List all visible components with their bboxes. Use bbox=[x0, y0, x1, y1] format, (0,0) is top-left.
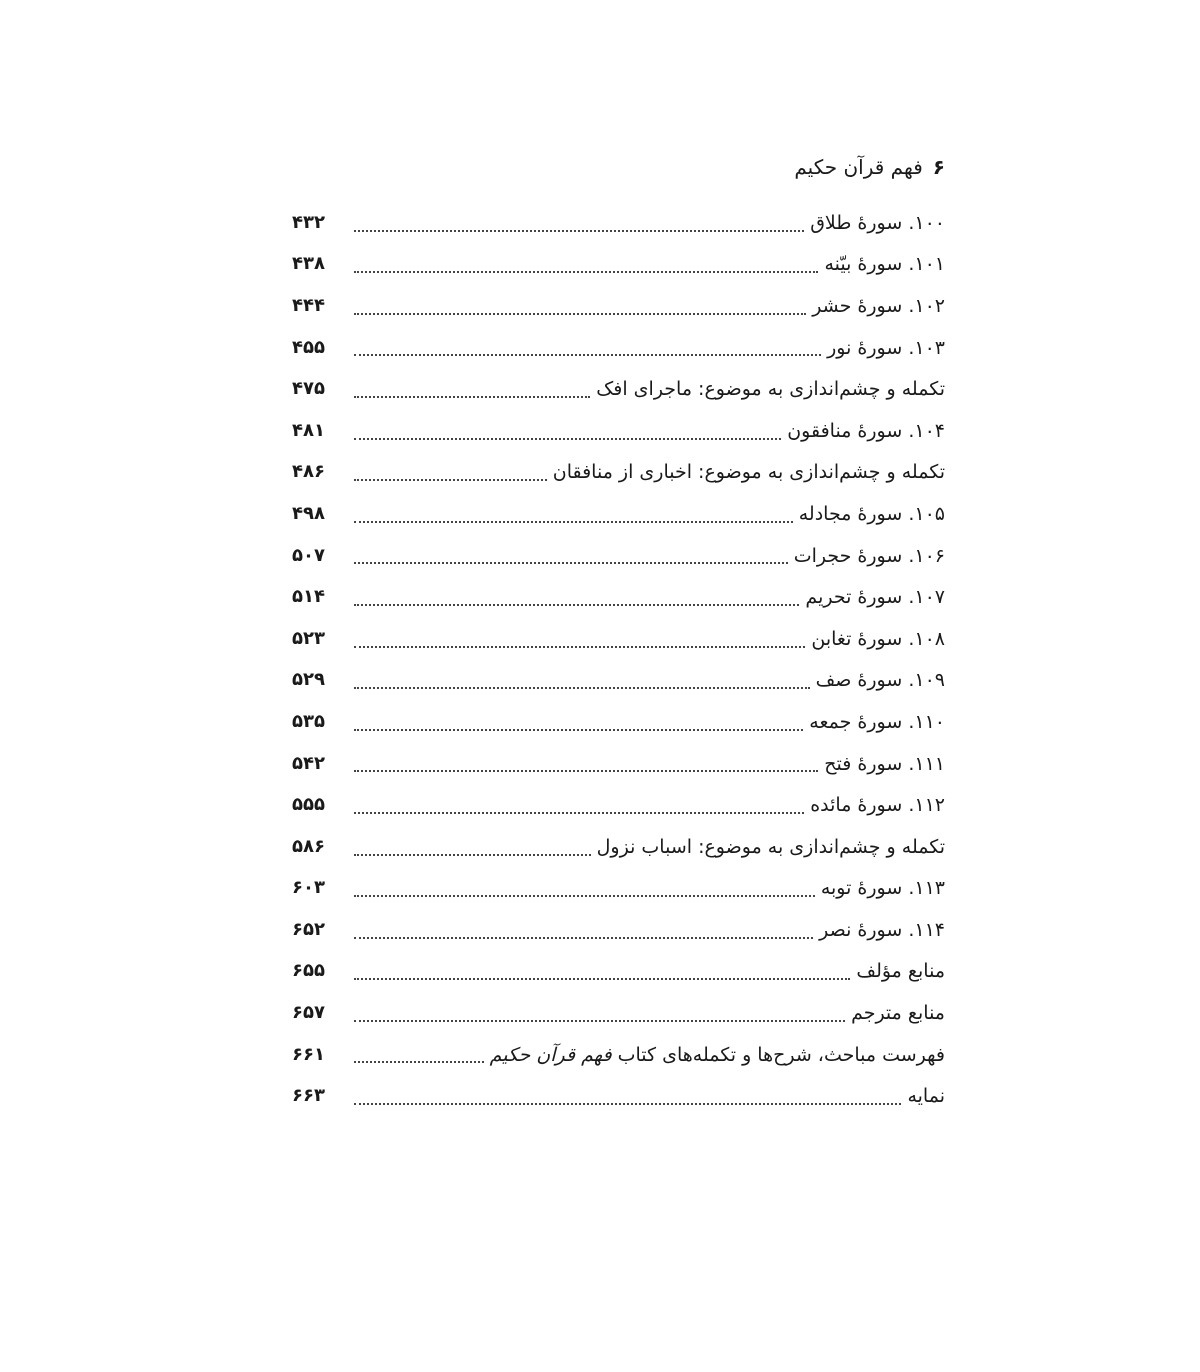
toc-entry[interactable] bbox=[292, 618, 945, 660]
toc-entry[interactable] bbox=[292, 868, 945, 910]
toc-entry-title-text: فهرست مباحث، شرح‌ها و تکمله‌های کتاب bbox=[617, 1043, 945, 1066]
toc-entry-page: ۴۵۵ bbox=[292, 336, 325, 358]
toc-entry[interactable] bbox=[292, 992, 945, 1034]
toc-entry-page: ۴۳۲ bbox=[292, 211, 325, 233]
toc-entry-page: ۵۴۲ bbox=[292, 752, 325, 774]
toc-entry-title: منابع مترجم bbox=[851, 1002, 945, 1025]
toc-entry-title bbox=[490, 1040, 945, 1070]
toc-entry-title: منابع مؤلف bbox=[856, 960, 945, 983]
toc-entry-page: ۶۰۳ bbox=[292, 877, 325, 899]
toc-entry[interactable] bbox=[292, 1075, 945, 1117]
toc-entry[interactable] bbox=[292, 285, 945, 327]
toc-entry-title: ۱۰۸. سورهٔ تغابن bbox=[811, 627, 945, 650]
toc-entry[interactable] bbox=[292, 368, 945, 410]
toc-entry[interactable] bbox=[292, 202, 945, 244]
toc-entry-title: ۱۰۴. سورهٔ منافقون bbox=[787, 419, 945, 442]
dot-leader bbox=[354, 854, 591, 856]
toc-entry[interactable] bbox=[292, 410, 945, 452]
toc-entry-page: ۶۵۲ bbox=[292, 918, 325, 940]
toc-entry[interactable] bbox=[292, 244, 945, 286]
toc-entry-title: ۱۰۱. سورهٔ بیّنه bbox=[824, 253, 945, 276]
dot-leader bbox=[354, 562, 788, 564]
toc-entry-page: ۵۲۹ bbox=[292, 669, 325, 691]
toc-entry-page: ۵۲۳ bbox=[292, 627, 325, 649]
dot-leader bbox=[354, 770, 818, 772]
toc-entry-title: ۱۰۰. سورهٔ طلاق bbox=[810, 211, 945, 234]
toc-entry-page: ۶۵۷ bbox=[292, 1002, 325, 1024]
toc-entry-title: تکمله و چشم‌اندازی به موضوع: اسباب نزول bbox=[596, 835, 945, 858]
dot-leader bbox=[354, 396, 590, 398]
dot-leader bbox=[354, 354, 821, 356]
dot-leader bbox=[354, 438, 781, 440]
toc-entry-title: ۱۱۰. سورهٔ جمعه bbox=[809, 710, 945, 733]
dot-leader bbox=[354, 978, 850, 980]
dot-leader bbox=[354, 1020, 845, 1022]
dot-leader bbox=[354, 230, 804, 232]
header-page-number: ۶ bbox=[932, 155, 945, 179]
toc-entry-title: ۱۱۲. سورهٔ مائده bbox=[810, 794, 945, 817]
toc-entry-page: ۴۷۵ bbox=[292, 378, 325, 400]
toc-entry-page: ۴۸۶ bbox=[292, 461, 325, 483]
table-of-contents bbox=[292, 202, 945, 1117]
toc-entry[interactable] bbox=[292, 327, 945, 369]
toc-entry-page: ۵۰۷ bbox=[292, 544, 325, 566]
toc-entry-title: ۱۰۹. سورهٔ صف bbox=[815, 669, 945, 692]
toc-entry-page: ۴۹۸ bbox=[292, 502, 325, 524]
dot-leader bbox=[354, 812, 804, 814]
toc-entry[interactable] bbox=[292, 909, 945, 951]
dot-leader bbox=[354, 646, 805, 648]
toc-entry-title: ۱۰۶. سورهٔ حجرات bbox=[793, 544, 945, 567]
toc-entry[interactable] bbox=[292, 701, 945, 743]
toc-entry-title: ۱۰۲. سورهٔ حشر bbox=[812, 294, 945, 317]
toc-entry-page: ۴۴۴ bbox=[292, 294, 325, 316]
dot-leader bbox=[354, 729, 803, 731]
dot-leader bbox=[354, 895, 815, 897]
toc-entry-page: ۶۶۱ bbox=[292, 1043, 325, 1065]
dot-leader bbox=[354, 1103, 901, 1105]
toc-entry-title: تکمله و چشم‌اندازی به موضوع: اخباری از منافقان bbox=[552, 461, 945, 484]
toc-entry[interactable] bbox=[292, 1034, 945, 1076]
toc-entry-title: ۱۰۵. سورهٔ مجادله bbox=[798, 502, 945, 525]
dot-leader bbox=[354, 479, 547, 481]
toc-entry-title: ۱۰۳. سورهٔ نور bbox=[827, 336, 945, 359]
toc-entry-page: ۵۵۵ bbox=[292, 794, 325, 816]
toc-entry[interactable] bbox=[292, 784, 945, 826]
dot-leader bbox=[354, 271, 818, 273]
toc-entry-title: ۱۱۴. سورهٔ نصر bbox=[819, 918, 945, 941]
dot-leader bbox=[354, 313, 806, 315]
toc-entry-title: نمایه bbox=[907, 1085, 945, 1108]
toc-entry[interactable] bbox=[292, 576, 945, 618]
header-book-title: فهم قرآن حکیم bbox=[794, 155, 923, 179]
toc-entry[interactable] bbox=[292, 493, 945, 535]
toc-entry[interactable] bbox=[292, 452, 945, 494]
toc-entry[interactable] bbox=[292, 660, 945, 702]
toc-entry-title: ۱۰۷. سورهٔ تحریم bbox=[805, 586, 945, 609]
toc-entry-page: ۵۸۶ bbox=[292, 835, 325, 857]
dot-leader bbox=[354, 1061, 484, 1063]
toc-entry-book-title: فهم قرآن حکیم bbox=[489, 1043, 612, 1066]
toc-entry-title: ۱۱۱. سورهٔ فتح bbox=[824, 752, 945, 775]
toc-entry-page: ۴۳۸ bbox=[292, 253, 325, 275]
dot-leader bbox=[354, 521, 793, 523]
toc-entry-page: ۶۵۵ bbox=[292, 960, 325, 982]
toc-entry-page: ۶۶۳ bbox=[292, 1085, 325, 1107]
dot-leader bbox=[354, 687, 810, 689]
toc-entry[interactable] bbox=[292, 743, 945, 785]
toc-entry-page: ۴۸۱ bbox=[292, 419, 325, 441]
toc-entry-title: ۱۱۳. سورهٔ توبه bbox=[820, 877, 945, 900]
toc-entry[interactable] bbox=[292, 951, 945, 993]
running-header bbox=[794, 150, 945, 184]
toc-entry[interactable] bbox=[292, 826, 945, 868]
dot-leader bbox=[354, 604, 799, 606]
toc-entry-page: ۵۳۵ bbox=[292, 710, 325, 732]
toc-entry-title: تکمله و چشم‌اندازی به موضوع: ماجرای افک bbox=[596, 378, 945, 401]
toc-entry-page: ۵۱۴ bbox=[292, 586, 325, 608]
dot-leader bbox=[354, 937, 813, 939]
toc-entry[interactable] bbox=[292, 535, 945, 577]
